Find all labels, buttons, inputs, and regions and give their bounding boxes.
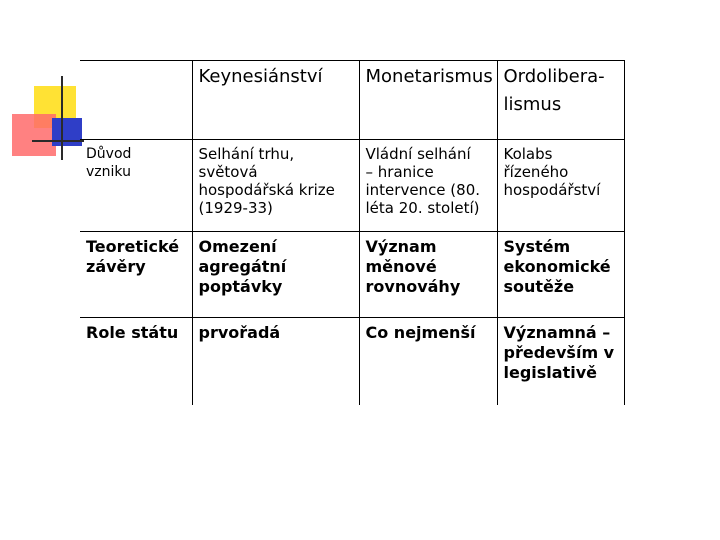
table-row <box>80 140 624 232</box>
table-cell: Co nejmenší <box>359 318 497 406</box>
table-row <box>80 318 624 406</box>
header-corner-cell <box>80 61 192 140</box>
table-row <box>80 232 624 318</box>
decor-red-square <box>12 114 56 156</box>
table-cell: Selhání trhu, světová hospodářská krize (1929-33) <box>192 140 359 232</box>
table-cell: prvořadá <box>192 318 359 406</box>
row-label-teoreticke-zavery: Teoretické závěry <box>80 232 192 318</box>
table-cell: Význam měnové rovnováhy <box>359 232 497 318</box>
table-cell: Systém ekonomické soutěže <box>497 232 624 318</box>
row-label-duvod-vzniku: Důvod vzniku <box>80 140 192 232</box>
row-label-role-statu: Role státu <box>80 318 192 406</box>
decor-horizontal-line <box>32 140 84 142</box>
table-cell: Omezení agregátní poptávky <box>192 232 359 318</box>
table-header-row <box>80 61 624 140</box>
decor-vertical-line <box>61 76 63 160</box>
table-cell: Kolabs řízeného hospodářství <box>497 140 624 232</box>
table-cell: Významná – především v legislativě <box>497 318 624 406</box>
table-cell: Vládní selhání – hranice intervence (80. léta 20. století) <box>359 140 497 232</box>
header-ordoliberalismus: Ordolibera- lismus <box>497 61 624 140</box>
comparison-table <box>80 60 625 405</box>
header-monetarismus: Monetarismus <box>359 61 497 140</box>
header-keynesianstvi: Keynesiánství <box>192 61 359 140</box>
